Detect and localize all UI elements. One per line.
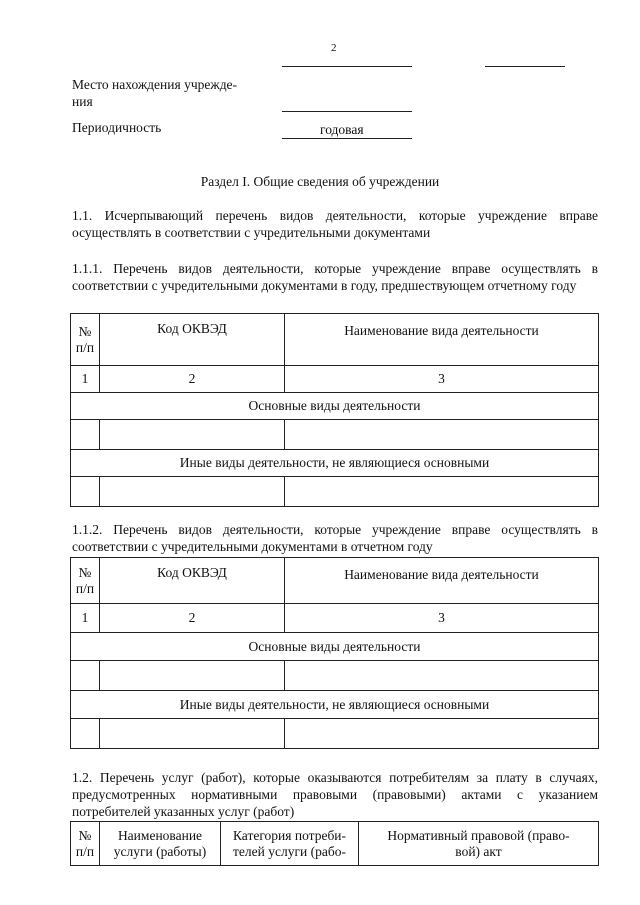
top-rule-1 — [282, 66, 412, 67]
empty-cell — [100, 661, 285, 691]
empty-cell — [285, 477, 599, 507]
section-title: Раздел I. Общие сведения об учреждении — [200, 174, 440, 189]
empty-cell — [71, 420, 100, 450]
col-code-header: Код ОКВЭД — [100, 558, 285, 604]
main-activities-row: Основные виды деятельности — [71, 633, 599, 661]
paragraph-1-1-1-text: 1.1.1. Перечень видов деятельности, которые учреждение вправе осуществлять в соответствии с учредительными документами в году, предшествующем отчетному году — [72, 261, 598, 293]
empty-cell — [285, 719, 599, 749]
paragraph-1-1-2 — [72, 521, 598, 555]
paid-services-table — [70, 821, 599, 866]
empty-cell — [71, 477, 100, 507]
col-index-1: 1 — [71, 366, 100, 393]
col-name-header: Наименование вида деятельности — [285, 558, 599, 604]
col-name-header: Наименование вида деятельности — [285, 314, 599, 366]
col-num-header: № п/п — [71, 822, 100, 866]
location-field-line — [282, 111, 412, 112]
page-number: 2 — [331, 42, 337, 54]
activities-table-current-year — [70, 557, 599, 749]
empty-cell — [71, 661, 100, 691]
col-index-1: 1 — [71, 604, 100, 633]
col-index-2: 2 — [100, 604, 285, 633]
paragraph-1-2-text: 1.2. Перечень услуг (работ), которые оказываются потребителям за плату в случаях, предусмотренных нормативными правовыми (правовыми) актами с указанием потребителей указанных услуг (работ) — [72, 770, 598, 819]
activities-table-prev-year — [70, 313, 599, 507]
periodicity-field-line — [282, 138, 412, 139]
col-code-header: Код ОКВЭД — [100, 314, 285, 366]
paragraph-1-1-2-text: 1.1.2. Перечень видов деятельности, которые учреждение вправе осуществлять в соответствии с учредительными документами в отчетном году — [72, 522, 598, 554]
main-activities-row: Основные виды деятельности — [71, 393, 599, 420]
col-index-2: 2 — [100, 366, 285, 393]
periodicity-value: годовая — [320, 122, 364, 137]
col-service-header: Наименование услуги (работы) — [100, 822, 221, 866]
paragraph-1-2 — [72, 769, 598, 820]
col-num-header: № п/п — [71, 314, 100, 366]
empty-cell — [100, 420, 285, 450]
paragraph-1-1-1 — [72, 260, 598, 294]
location-label: Место нахождения учрежде- ния — [72, 77, 238, 109]
empty-cell — [285, 661, 599, 691]
other-activities-row: Иные виды деятельности, не являющиеся основными — [71, 691, 599, 719]
col-act-header: Нормативный правовой (право- вой) акт — [359, 822, 599, 866]
top-rule-2 — [485, 66, 565, 67]
paragraph-1-1 — [72, 207, 598, 241]
other-activities-row: Иные виды деятельности, не являющиеся основными — [71, 450, 599, 477]
empty-cell — [71, 719, 100, 749]
paragraph-1-1-text: 1.1. Исчерпывающий перечень видов деятельности, которые учреждение вправе осуществлять в соответствии с учредительными документами — [72, 208, 598, 240]
col-index-3: 3 — [285, 604, 599, 633]
periodicity-label: Периодичность — [72, 120, 162, 135]
col-index-3: 3 — [285, 366, 599, 393]
empty-cell — [285, 420, 599, 450]
col-category-header: Категория потреби- телей услуги (рабо- — [221, 822, 359, 866]
empty-cell — [100, 477, 285, 507]
col-num-header: № п/п — [71, 558, 100, 604]
empty-cell — [100, 719, 285, 749]
